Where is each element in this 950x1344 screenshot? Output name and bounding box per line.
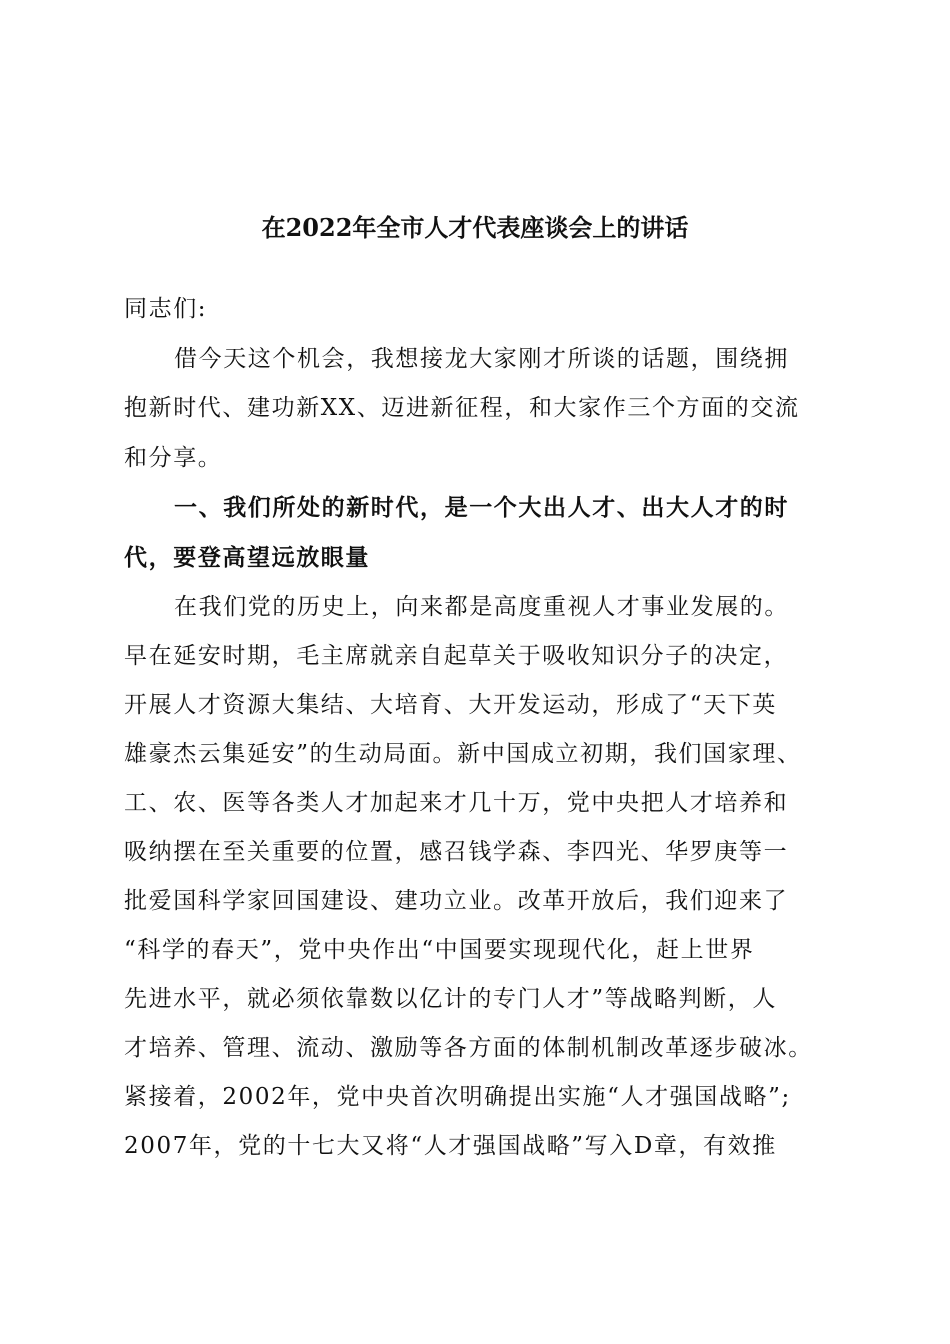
- salutation: 同志们:: [124, 296, 208, 322]
- paragraph-line: 工、农、医等各类人才加起来才几十万，党中央把人才培养和: [124, 790, 789, 816]
- paragraph-line: 在我们党的历史上，向来都是高度重视人才事业发展的。: [174, 594, 789, 620]
- section-heading-line: 代，要登高望远放眼量: [124, 544, 370, 571]
- paragraph-line: 雄豪杰云集延安”的生动局面。新中国成立初期，我们国家理、: [124, 741, 802, 767]
- paragraph-line: 批爱国科学家回国建设、建功立业。改革开放后，我们迎来了: [124, 888, 789, 914]
- paragraph-line: 开展人才资源大集结、大培育、大开发运动，形成了“天下英: [124, 692, 777, 718]
- paragraph-line: 先进水平，就必须依靠数以亿计的专门人才”等战略判断，人: [124, 986, 777, 1012]
- paragraph-line: 2007年，党的十七大又将“人才强国战略”写入D章，有效推: [124, 1133, 777, 1159]
- paragraph-line: 抱新时代、建功新XX、迈进新征程，和大家作三个方面的交流: [124, 395, 800, 421]
- document-title: 在2022年全市人才代表座谈会上的讲话: [261, 213, 689, 242]
- paragraph-line: “科学的春天”，党中央作出“中国要实现现代化，赶上世界: [124, 937, 755, 963]
- section-heading-line: 一、我们所处的新时代，是一个大出人才、出大人才的时: [174, 494, 789, 521]
- paragraph-line: 和分享。: [124, 445, 223, 471]
- paragraph-line: 借今天这个机会，我想接龙大家刚才所谈的话题，围绕拥: [174, 346, 789, 372]
- paragraph-line: 才培养、管理、流动、激励等各方面的体制机制改革逐步破冰。: [124, 1035, 813, 1061]
- paragraph-line: 早在延安时期，毛主席就亲自起草关于吸收知识分子的决定，: [124, 643, 789, 669]
- paragraph-line: 吸纳摆在至关重要的位置，感召钱学森、李四光、华罗庚等一: [124, 839, 789, 865]
- paragraph-line: 紧接着，2002年，党中央首次明确提出实施“人才强国战略”;: [124, 1084, 791, 1110]
